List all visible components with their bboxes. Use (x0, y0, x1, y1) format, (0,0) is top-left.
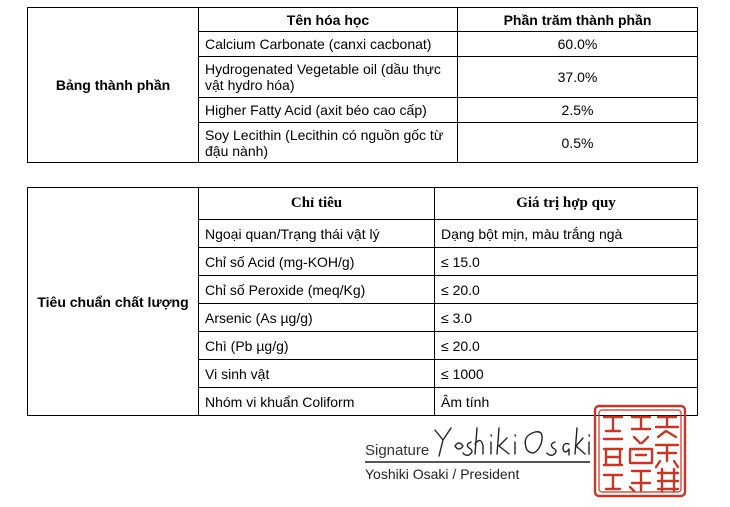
header-chemical-name: Tên hóa học (199, 8, 458, 32)
composition-label: Bảng thành phần (28, 8, 199, 163)
chemical-name: Soy Lecithin (Lecithin có nguồn gốc từ đậu nành) (199, 123, 458, 163)
compliance-value: ≤ 15.0 (435, 248, 698, 276)
percentage: 60.0% (458, 32, 698, 57)
red-square-company-seal-icon (592, 403, 688, 499)
percentage: 2.5% (458, 98, 698, 123)
criterion: Chì (Pb µg/g) (199, 332, 435, 360)
criterion: Chỉ số Acid (mg-KOH/g) (199, 248, 435, 276)
percentage: 37.0% (458, 57, 698, 98)
compliance-value: ≤ 3.0 (435, 304, 698, 332)
quality-table (27, 187, 698, 416)
signature-line (365, 461, 590, 463)
criterion: Vi sinh vật (199, 360, 435, 388)
chemical-name: Higher Fatty Acid (axit béo cao cấp) (199, 98, 458, 123)
compliance-value: ≤ 20.0 (435, 276, 698, 304)
header-criterion: Chỉ tiêu (199, 188, 435, 220)
compliance-value: ≤ 1000 (435, 360, 698, 388)
percentage: 0.5% (458, 123, 698, 163)
criterion: Nhóm vi khuẩn Coliform (199, 388, 435, 416)
signatory-name-title: Yoshiki Osaki / President (365, 466, 520, 482)
chemical-name: Calcium Carbonate (canxi cacbonat) (199, 32, 458, 57)
signature-block (365, 420, 605, 490)
criterion: Chỉ số Peroxide (meq/Kg) (199, 276, 435, 304)
criterion: Ngoại quan/Trạng thái vật lý (199, 220, 435, 248)
compliance-value: ≤ 20.0 (435, 332, 698, 360)
header-percentage: Phần trăm thành phần (458, 8, 698, 32)
compliance-value: Dạng bột mịn, màu trắng ngà (435, 220, 698, 248)
composition-table (27, 7, 698, 163)
header-compliance-value: Giá trị hợp quy (435, 188, 698, 220)
handwritten-signature (431, 422, 591, 462)
criterion: Arsenic (As µg/g) (199, 304, 435, 332)
signature-label: Signature (365, 442, 430, 459)
compliance-value: Âm tính (435, 388, 698, 416)
quality-label: Tiêu chuẩn chất lượng (28, 188, 199, 416)
chemical-name: Hydrogenated Vegetable oil (dầu thực vật hydro hóa) (199, 57, 458, 98)
